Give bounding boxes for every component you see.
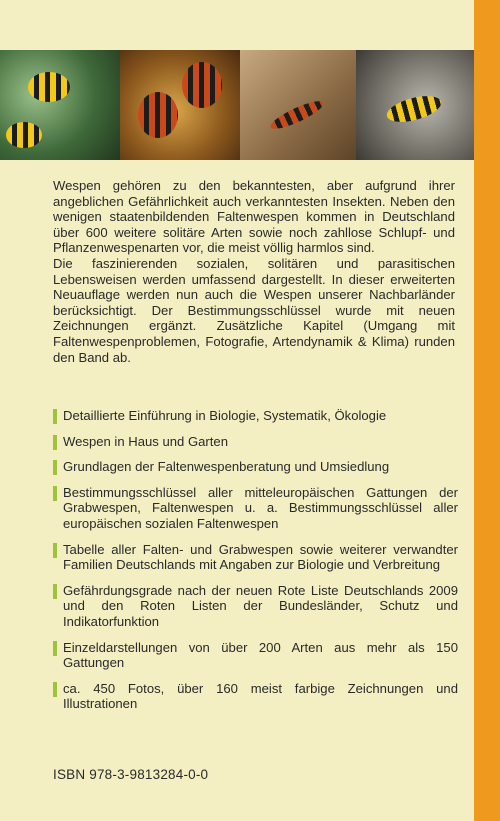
- bullet-mark: [53, 543, 57, 558]
- bullet-mark: [53, 641, 57, 656]
- list-item-text: Gefährdungsgrade nach der neuen Rote Liste Deutschlands 2009 und den Roten Listen der Bundesländer, Schutz und Indikatorfunktion: [63, 582, 458, 629]
- solitary-wasp-photo: [240, 50, 356, 160]
- list-item-text: ca. 450 Fotos, über 160 meist farbige Zeichnungen und Illustrationen: [63, 680, 458, 712]
- list-item: [53, 408, 458, 424]
- feature-list: [53, 408, 458, 712]
- intro-text: [53, 178, 455, 365]
- wasp-nest-photo: [120, 50, 240, 160]
- list-item-text: Einzeldarstellungen von über 200 Arten aus mehr als 150 Gattungen: [63, 639, 458, 671]
- bullet-mark: [53, 409, 57, 424]
- list-item-text: Tabelle aller Falten- und Grabwespen sowie weiterer verwandter Familien Deutschlands mit Angaben zur Biologie und Verbreitung: [63, 541, 458, 573]
- bullet-mark: [53, 584, 57, 599]
- list-item: [53, 434, 458, 450]
- bullet-mark: [53, 682, 57, 697]
- list-item: [53, 583, 458, 630]
- photo-strip: [0, 50, 474, 160]
- hoverfly-wasp-photo: [356, 50, 474, 160]
- intro-paragraph-2: Die faszinierenden sozialen, solitären und parasitischen Lebensweisen werden umfassend dargestellt. In dieser erweiterten Neuauflage werden nun auch die Wespen unserer Nachbarländer berücksichtigt. Der Bestimmungsschlüssel wurde mit neuen Zeichnungen ergänzt. Zusätzliche Kapitel (Umgang mit Faltenwespenproblemen, Fotografie, Artendynamik & Klima) runden den Band ab.: [53, 255, 455, 365]
- intro-paragraph-1: Wespen gehören zu den bekanntesten, aber aufgrund ihrer angeblichen Gefährlichkeit auch verkanntesten Insekten. Neben den wenigen staatenbildenden Faltenwespen kommen in Deutschland über 600 weitere solitäre Arten sowie noch zahllose Schlupf- und Pflanzenwespenarten vor, die meist völlig harmlos sind.: [53, 178, 455, 256]
- list-item-text: Bestimmungsschlüssel aller mitteleuropäischen Gattungen der Grabwespen, Faltenwespen u. a. Bestimmungsschlüssel aller europäischen sozialen Faltenwespen: [63, 484, 458, 531]
- list-item: [53, 681, 458, 712]
- bullet-mark: [53, 435, 57, 450]
- bullet-mark: [53, 486, 57, 501]
- isbn-number: ISBN 978-3-9813284-0-0: [53, 767, 209, 782]
- list-item: [53, 485, 458, 532]
- list-item: [53, 459, 458, 475]
- list-item-text: Wespen in Haus und Garten: [63, 433, 228, 449]
- bullet-mark: [53, 460, 57, 475]
- list-item-text: Grundlagen der Faltenwespenberatung und Umsiedlung: [63, 459, 390, 475]
- orange-spine-strip: [474, 0, 500, 821]
- list-item: [53, 542, 458, 573]
- wasp-on-plant-photo: [0, 50, 120, 160]
- list-item: [53, 640, 458, 671]
- list-item-text: Detaillierte Einführung in Biologie, Systematik, Ökologie: [63, 408, 387, 423]
